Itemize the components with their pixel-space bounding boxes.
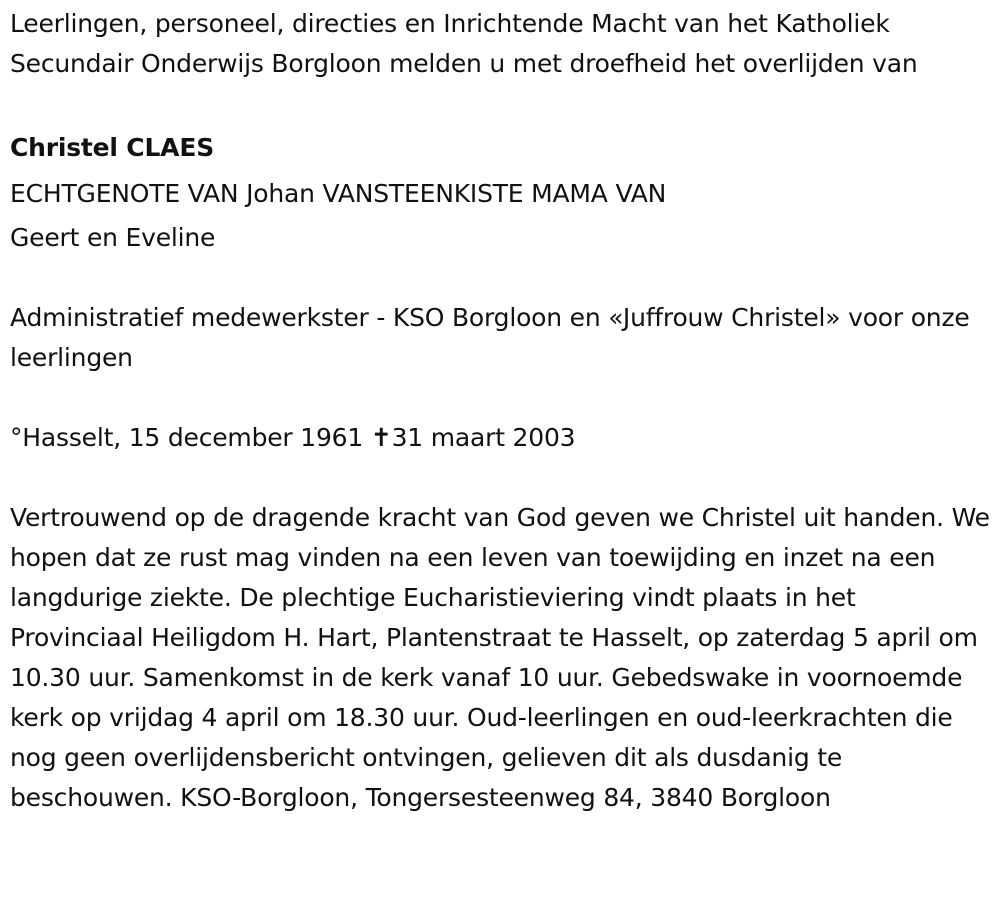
spacer — [10, 84, 995, 124]
spacer — [10, 258, 995, 298]
spacer — [10, 378, 995, 418]
deceased-name: Christel CLAES — [10, 133, 215, 162]
spacer — [10, 458, 995, 498]
spouse-line: ECHTGENOTE VAN Johan VANSTEENKISTE MAMA VAN — [10, 179, 667, 208]
intro-paragraph: Leerlingen, personeel, directies en Inrichtende Macht van het Katholiek Secundair Onderwijs Borgloon melden u met droefheid het overlijden van — [10, 9, 918, 78]
role-paragraph: Administratief medewerkster - KSO Borgloon en «Juffrouw Christel» voor onze leerlingen — [10, 303, 970, 372]
obituary-document — [10, 4, 995, 818]
dates-line — [10, 418, 995, 458]
death-date: 31 maart 2003 — [391, 423, 576, 452]
cross-icon: ✝ — [370, 423, 392, 452]
birth-date: °Hasselt, 15 december 1961 — [10, 423, 364, 452]
body-paragraph: Vertrouwend op de dragende kracht van God geven we Christel uit handen. We hopen dat ze rust mag vinden na een leven van toewijding en inzet na een langdurige ziekte. De plechtige Eucharistieviering vindt plaats in het Provinciaal Heiligdom H. Hart, Plantenstraat te Hasselt, op zaterdag 5 april om 10.30 uur. Samenkomst in de kerk vanaf 10 uur. Gebedswake in voornoemde kerk op vrijdag 4 april om 18.30 uur. Oud-leerlingen en oud-leerkrachten die nog geen overlijdensbericht ontvingen, gelieven dit als dusdanig te beschouwen. KSO-Borgloon, Tongersesteenweg 84, 3840 Borgloon — [10, 503, 990, 812]
children-line: Geert en Eveline — [10, 223, 216, 252]
